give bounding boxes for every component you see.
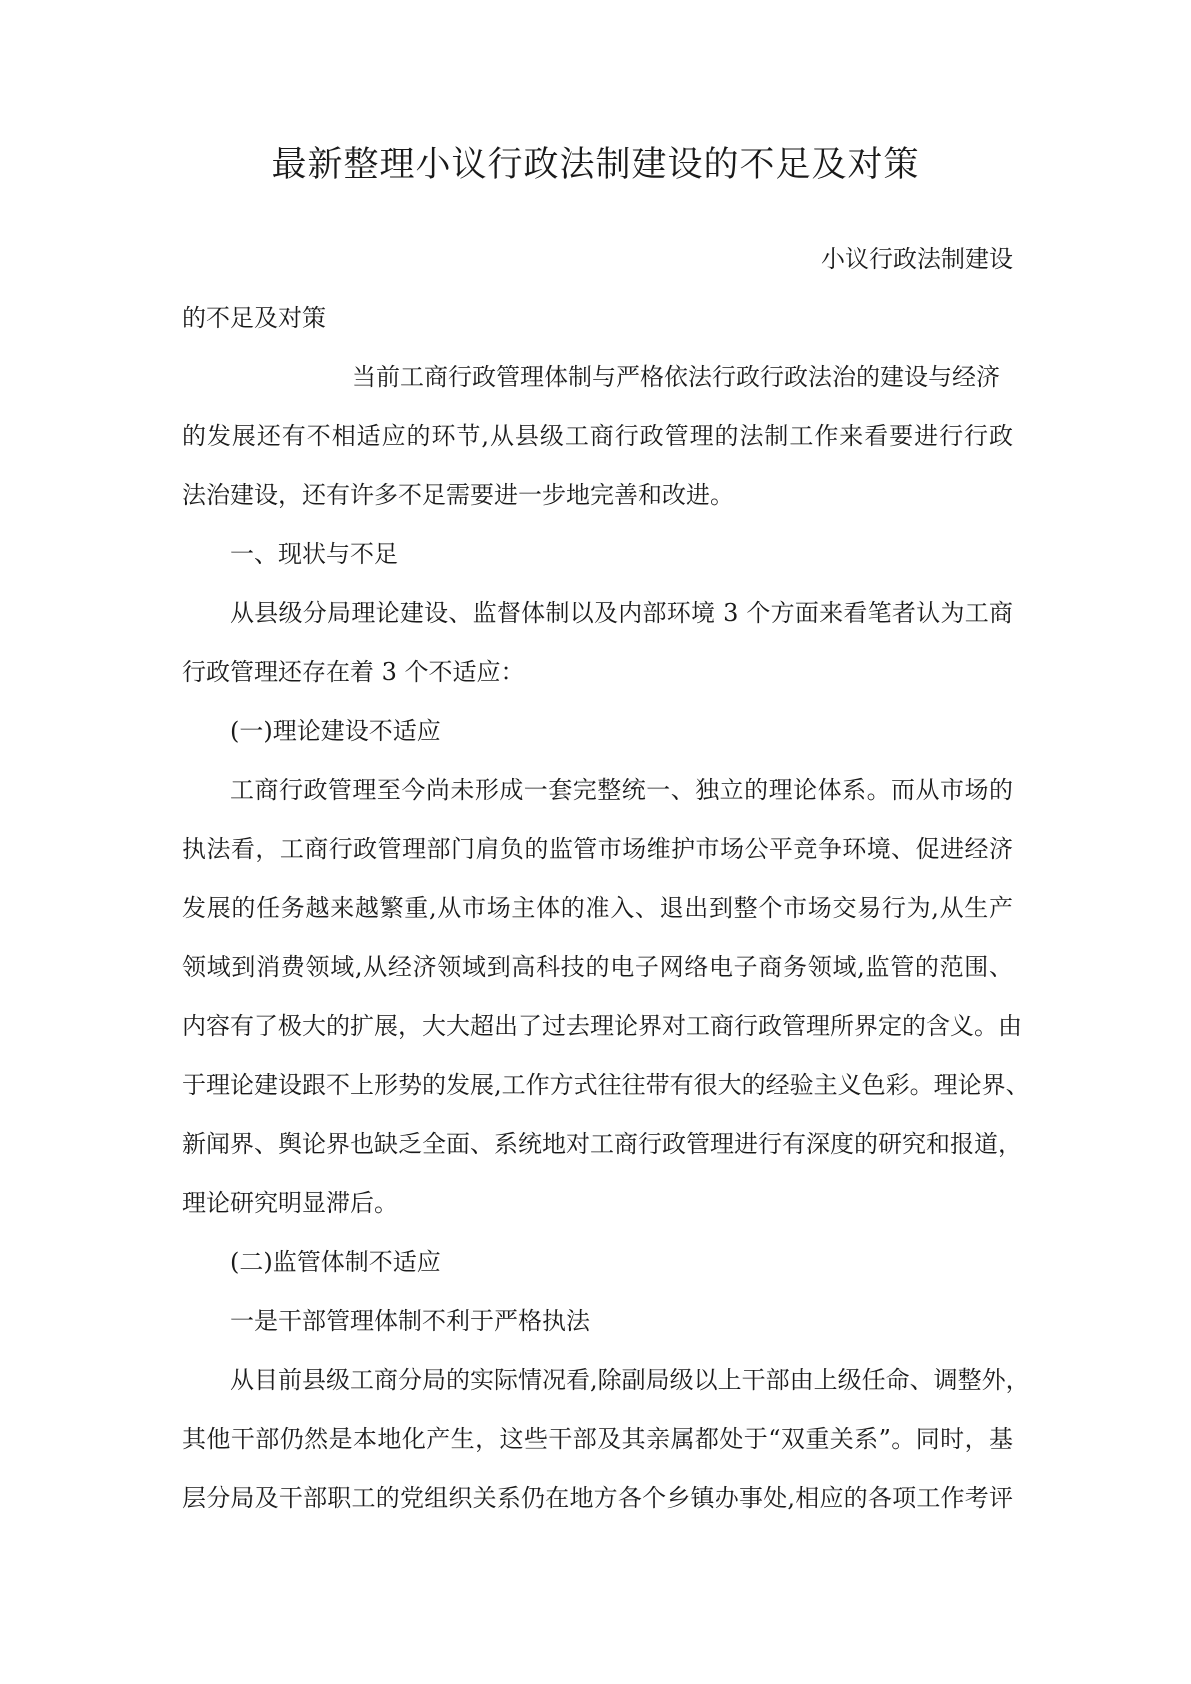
paragraph-line: 新闻界、舆论界也缺乏全面、系统地对工商行政管理进行有深度的研究和报道， [182, 1130, 1022, 1158]
paragraph-line: 的发展还有不相适应的环节,从县级工商行政管理的法制工作来看要进行行政 [182, 422, 1013, 450]
paragraph-line: 于理论建设跟不上形势的发展,工作方式往往带有很大的经验主义色彩。理论界、 [182, 1071, 1030, 1099]
subtitle-line-1: 小议行政法制建设 [821, 245, 1013, 273]
paragraph-line: 执法看，工商行政管理部门肩负的监管市场维护市场公平竞争环境、促进经济 [182, 835, 1013, 863]
paragraph-line: 发展的任务越来越繁重,从市场主体的准入、退出到整个市场交易行为,从生产 [182, 894, 1013, 922]
paragraph-line: 领域到消费领域,从经济领域到高科技的电子网络电子商务领域,监管的范围、 [182, 953, 1013, 981]
subsection-heading: (一)理论建设不适应 [230, 717, 441, 745]
paragraph-line: 内容有了极大的扩展，大大超出了过去理论界对工商行政管理所界定的含义。由 [182, 1012, 1022, 1040]
paragraph-line: 行政管理还存在着 3 个不适应： [182, 658, 525, 686]
point-heading: 一是干部管理体制不利于严格执法 [230, 1307, 590, 1335]
paragraph-line: 从县级分局理论建设、监督体制以及内部环境 3 个方面来看笔者认为工商 [230, 599, 1013, 627]
paragraph-line: 法治建设，还有许多不足需要进一步地完善和改进。 [182, 481, 734, 509]
section-heading: 一、现状与不足 [230, 540, 398, 568]
document-body [182, 230, 1030, 1528]
paragraph-line: 从目前县级工商分局的实际情况看,除副局级以上干部由上级任命、调整外， [230, 1366, 1030, 1394]
paragraph-line: 理论研究明显滞后。 [182, 1189, 398, 1217]
paragraph-line: 层分局及干部职工的党组织关系仍在地方各个乡镇办事处,相应的各项工作考评 [182, 1484, 1013, 1512]
paragraph-line: 其他干部仍然是本地化产生，这些干部及其亲属都处于“双重关系”。同时，基 [182, 1425, 1013, 1453]
paragraph-line: 当前工商行政管理体制与严格依法行政行政法治的建设与经济 [352, 363, 1000, 391]
subtitle-line-2: 的不足及对策 [182, 304, 326, 332]
subsection-heading: (二)监管体制不适应 [230, 1248, 441, 1276]
paragraph-line: 工商行政管理至今尚未形成一套完整统一、独立的理论体系。而从市场的 [230, 776, 1013, 804]
document-title: 最新整理小议行政法制建设的不足及对策 [271, 145, 920, 185]
